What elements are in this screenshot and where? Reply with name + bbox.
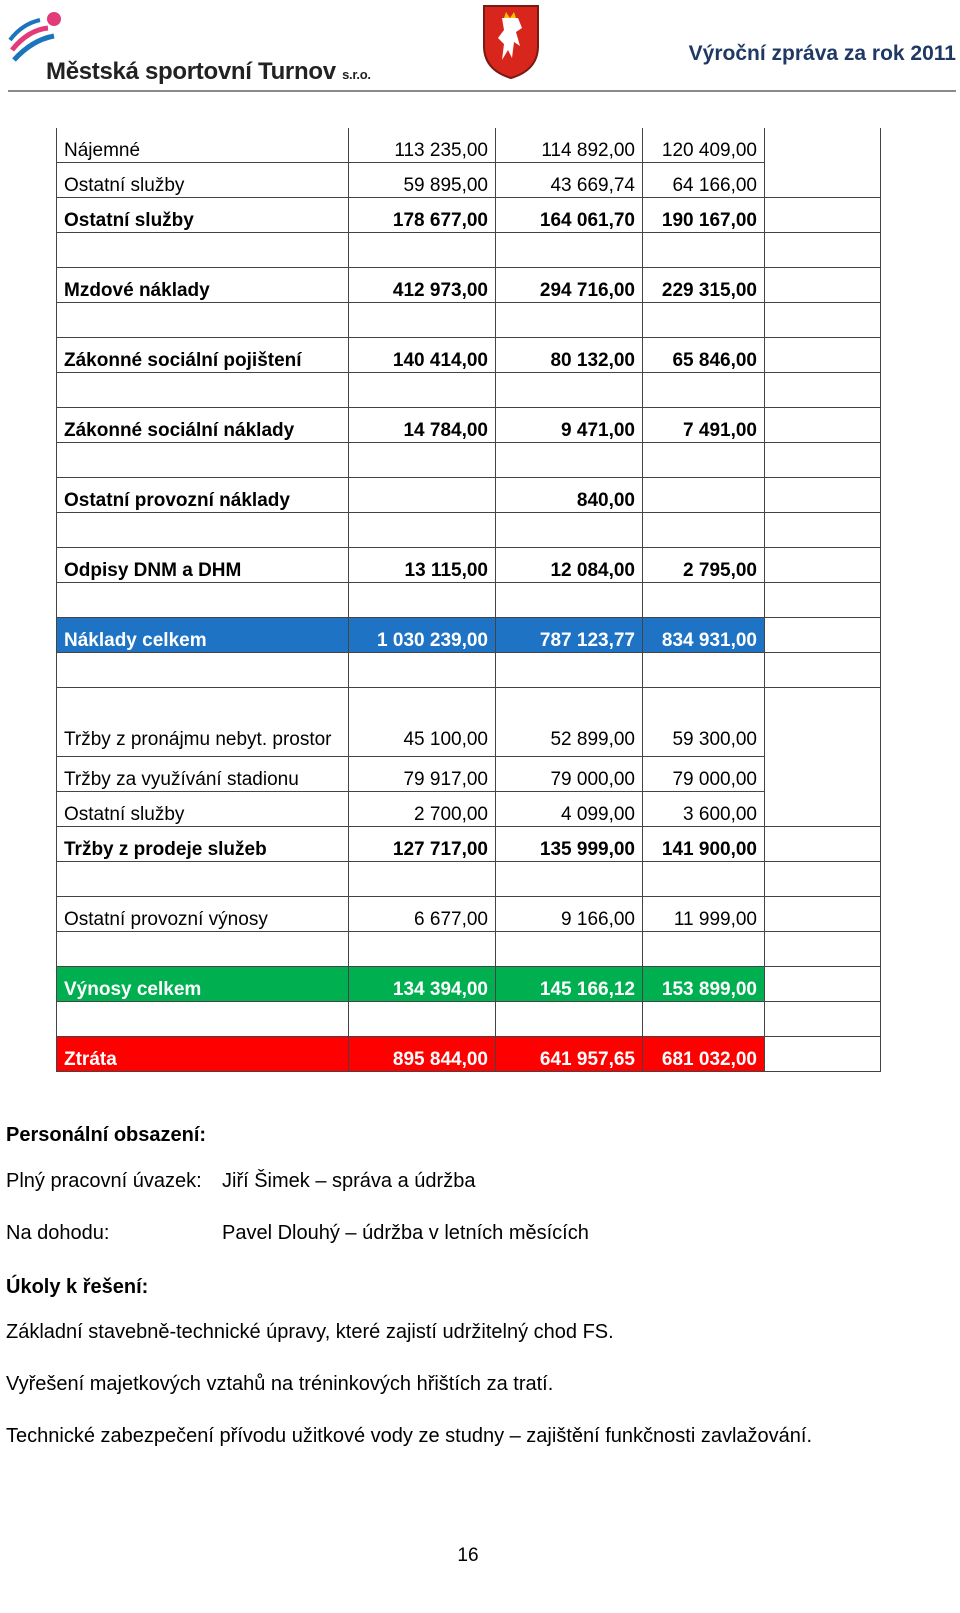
table-row [57, 757, 881, 792]
table-row [57, 688, 881, 757]
cell-value: 9 471,00 [496, 408, 643, 443]
cell-value [643, 478, 765, 513]
row-label: Mzdové náklady [57, 268, 349, 303]
row-label: Odpisy DNM a DHM [57, 548, 349, 583]
cell-value: 141 900,00 [643, 827, 765, 862]
cell-value: 164 061,70 [496, 198, 643, 233]
blank-row [57, 443, 881, 478]
table-row [57, 198, 881, 233]
empty-cell [765, 338, 881, 373]
task-item: Technické zabezpečení přívodu užitkové vody ze studny – zajištění funkčnosti zavlažování. [6, 1425, 813, 1447]
table-row [57, 408, 881, 443]
staff-heading: Personální obsazení: [6, 1124, 207, 1146]
cell-value: 65 846,00 [643, 338, 765, 373]
empty-cell [765, 128, 881, 163]
cell-value: 12 084,00 [496, 548, 643, 583]
logo-suffix: s.r.o. [342, 67, 371, 82]
financial-table [56, 128, 881, 1072]
cell-value: 6 677,00 [349, 897, 496, 932]
cell-value: 178 677,00 [349, 198, 496, 233]
cell-value: 140 414,00 [349, 338, 496, 373]
cell-value: 1 030 239,00 [349, 618, 496, 653]
cell-value: 45 100,00 [349, 688, 496, 757]
tasks-heading: Úkoly k řešení: [6, 1276, 149, 1298]
cell-value: 2 795,00 [643, 548, 765, 583]
cell-value: 840,00 [496, 478, 643, 513]
table-row-revenue-total [57, 967, 881, 1002]
task-item: Základní stavebně-technické úpravy, které zajistí udržitelný chod FS. [6, 1321, 614, 1343]
row-label: Tržby za využívání stadionu [57, 757, 349, 792]
row-label: Tržby z prodeje služeb [57, 827, 349, 862]
blank-row [57, 303, 881, 338]
empty-cell [765, 897, 881, 932]
row-label: Zákonné sociální náklady [57, 408, 349, 443]
cell-value [349, 478, 496, 513]
cell-value: 641 957,65 [496, 1037, 643, 1072]
cell-value: 114 892,00 [496, 128, 643, 163]
cell-value: 11 999,00 [643, 897, 765, 932]
table-row [57, 792, 881, 827]
cell-value: 681 032,00 [643, 1037, 765, 1072]
row-label: Zákonné sociální pojištení [57, 338, 349, 373]
blank-row [57, 583, 881, 618]
report-title: Výroční zpráva za rok 2011 [688, 42, 956, 65]
cell-value: 895 844,00 [349, 1037, 496, 1072]
cell-value: 294 716,00 [496, 268, 643, 303]
empty-cell [765, 163, 881, 198]
cell-value: 64 166,00 [643, 163, 765, 198]
table-row [57, 548, 881, 583]
cell-value: 412 973,00 [349, 268, 496, 303]
cell-value: 153 899,00 [643, 967, 765, 1002]
cell-value: 145 166,12 [496, 967, 643, 1002]
blank-row [57, 513, 881, 548]
cell-value: 79 917,00 [349, 757, 496, 792]
row-label: Ostatní provozní náklady [57, 478, 349, 513]
blank-row [57, 233, 881, 268]
blank-row [57, 373, 881, 408]
cell-value: 52 899,00 [496, 688, 643, 757]
row-label: Ostatní služby [57, 792, 349, 827]
table-row [57, 163, 881, 198]
table-row [57, 268, 881, 303]
empty-cell [765, 1037, 881, 1072]
table-row [57, 478, 881, 513]
cell-value: 834 931,00 [643, 618, 765, 653]
empty-cell [765, 967, 881, 1002]
table-row-loss [57, 1037, 881, 1072]
page-header [0, 0, 960, 96]
cell-value: 7 491,00 [643, 408, 765, 443]
blank-row [57, 862, 881, 897]
table-row [57, 827, 881, 862]
cell-value: 43 669,74 [496, 163, 643, 198]
table-row-costs-total [57, 618, 881, 653]
empty-cell [765, 688, 881, 757]
table-row [57, 128, 881, 163]
blank-row [57, 653, 881, 688]
cell-value: 79 000,00 [643, 757, 765, 792]
cell-value: 134 394,00 [349, 967, 496, 1002]
contract-label: Na dohodu: [6, 1222, 110, 1244]
cell-value: 13 115,00 [349, 548, 496, 583]
row-label: Náklady celkem [57, 618, 349, 653]
table-row [57, 897, 881, 932]
task-item: Vyřešení majetkových vztahů na tréninkových hřištích za tratí. [6, 1373, 554, 1395]
blank-row [57, 1002, 881, 1037]
cell-value: 135 999,00 [496, 827, 643, 862]
cell-value: 59 300,00 [643, 688, 765, 757]
empty-cell [765, 618, 881, 653]
cell-value: 80 132,00 [496, 338, 643, 373]
city-crest-icon [480, 2, 542, 80]
row-label: Nájemné [57, 128, 349, 163]
row-label: Výnosy celkem [57, 967, 349, 1002]
contract-value: Pavel Dlouhý – údržba v letních měsících [222, 1222, 589, 1244]
row-label: Ostatní služby [57, 198, 349, 233]
cell-value: 120 409,00 [643, 128, 765, 163]
table-row [57, 338, 881, 373]
header-divider [8, 90, 956, 92]
cell-value: 59 895,00 [349, 163, 496, 198]
cell-value: 4 099,00 [496, 792, 643, 827]
row-label: Tržby z pronájmu nebyt. prostor [57, 688, 349, 757]
cell-value: 2 700,00 [349, 792, 496, 827]
company-logo [8, 10, 408, 85]
cell-value: 787 123,77 [496, 618, 643, 653]
full-time-label: Plný pracovní úvazek: [6, 1170, 202, 1192]
blank-row [57, 932, 881, 967]
logo-text [46, 58, 371, 86]
page-number: 16 [457, 1545, 479, 1566]
empty-cell [765, 408, 881, 443]
cell-value: 190 167,00 [643, 198, 765, 233]
row-label: Ostatní provozní výnosy [57, 897, 349, 932]
empty-cell [765, 478, 881, 513]
empty-cell [765, 268, 881, 303]
empty-cell [765, 548, 881, 583]
cell-value: 113 235,00 [349, 128, 496, 163]
empty-cell [765, 198, 881, 233]
empty-cell [765, 792, 881, 827]
cell-value: 14 784,00 [349, 408, 496, 443]
empty-cell [765, 757, 881, 792]
row-label: Ztráta [57, 1037, 349, 1072]
cell-value: 9 166,00 [496, 897, 643, 932]
cell-value: 127 717,00 [349, 827, 496, 862]
row-label: Ostatní služby [57, 163, 349, 198]
logo-name: Městská sportovní Turnov [46, 58, 336, 85]
cell-value: 79 000,00 [496, 757, 643, 792]
cell-value: 3 600,00 [643, 792, 765, 827]
cell-value: 229 315,00 [643, 268, 765, 303]
empty-cell [765, 827, 881, 862]
full-time-value: Jiří Šimek – správa a údržba [222, 1170, 476, 1192]
